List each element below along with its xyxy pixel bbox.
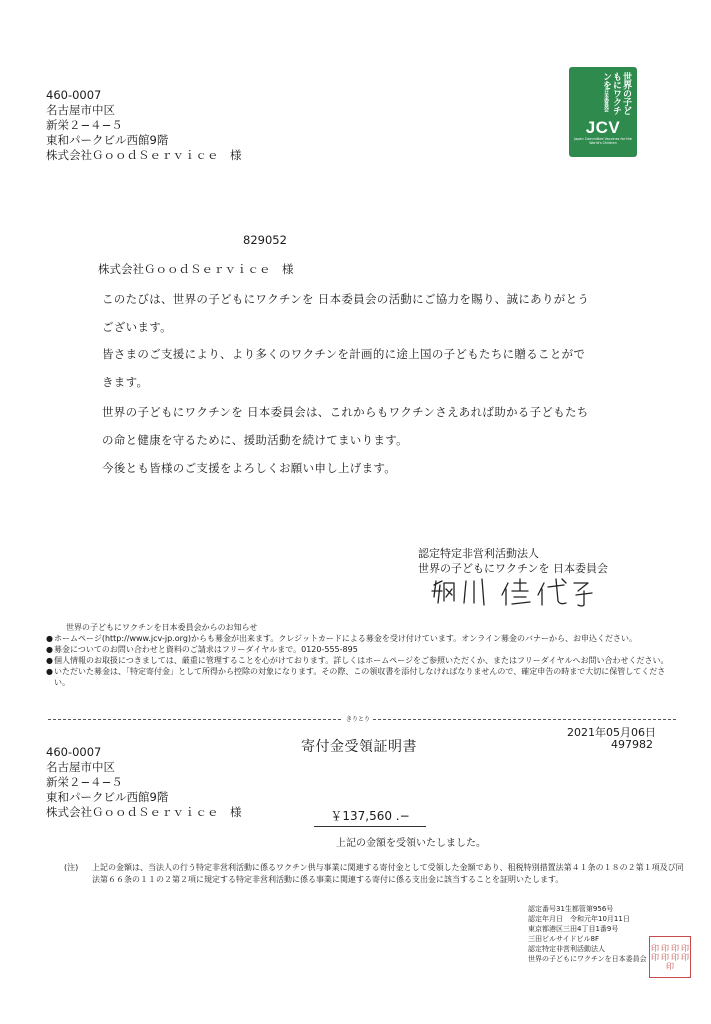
issue-date: 2021年05月06日 [567, 726, 656, 739]
letter-line: 皆さまのご支援により、より多くのワクチンを計画的に途上国の子どもたちに贈ることがで [102, 347, 586, 361]
receipt-city: 名古屋市中区 [46, 760, 115, 774]
certification-line: 三田ビルサイドビル8F [528, 935, 599, 943]
letter-line: 今後とも皆様のご支援をよろしくお願い申し上げます。 [102, 461, 397, 475]
notice-heading: 世界の子どもにワクチンを日本委員会からのお知らせ [66, 623, 258, 632]
certification-line: 東京都港区三田4丁目1番9号 [528, 925, 619, 933]
receipt-postal-code: 460-0007 [46, 745, 102, 759]
logo-brand: JCV [585, 118, 621, 137]
jcv-logo [569, 67, 637, 157]
receipt-street: 新栄２−４−５ [46, 775, 123, 789]
document-number: 829052 [243, 233, 287, 247]
recipient-city: 名古屋市中区 [46, 103, 115, 117]
recipient-address [46, 88, 242, 163]
corporate-seal-icon: 印 印 印 印 印 印 印 印 印 [649, 936, 691, 978]
organization-name: 世界の子どもにワクチンを 日本委員会 [418, 562, 608, 575]
note-label: (注) [64, 863, 79, 872]
logo-english: Japan Committee Vaccines for the World's Children [574, 137, 632, 145]
receipt-building: 東和パークビル西館9階 [46, 790, 169, 804]
recipient-building: 東和パークビル西館9階 [46, 133, 169, 147]
bullet-icon: ● [46, 634, 53, 643]
letter-line: きます。 [102, 375, 149, 389]
notice-item: ● 募金についてのお問い合わせと資料のご請求はフリーダイヤルまで。0120-555-895 [46, 645, 358, 654]
notice-item: ● 個人情報のお取扱につきましては、厳重に管理することを心がけております。詳しくはホームページをご参照いただくか、またはフリーダイヤルへお問い合わせください。 [46, 656, 669, 665]
bullet-icon: ● [46, 645, 53, 654]
receipt-title: 寄付金受領証明書 [301, 739, 417, 755]
receipt-recipient-name: 株式会社ＧｏｏｄＳｅｒｖｉｃｅ 様 [46, 805, 242, 819]
recipient-name: 株式会社ＧｏｏｄＳｅｒｖｉｃｅ 様 [46, 148, 242, 162]
recipient-postal-code: 460-0007 [46, 88, 102, 102]
certification-line: 認定番号31生都管第956号 [528, 905, 614, 913]
certification-line: 世界の子どもにワクチンを日本委員会 [528, 955, 647, 963]
cut-line-label: きりとり [343, 714, 373, 723]
receipt-address [46, 745, 242, 820]
letter-line: このたびは、世界の子どもにワクチンを 日本委員会の活動にご協力を賜り、誠にありがとう [102, 292, 590, 306]
bullet-icon: ● [46, 656, 53, 665]
note-text: 上記の金額は、当法人の行う特定非営利活動に係るワクチン供与事業に関連する寄付金として受領した金額であり、租税特別措置法第４１条の１８の２第１項及び同法第６６条の１１の２第２項に規定する特定非営利活動に係る事業に関連する寄付に係る支出金に該当することを証明いたします。 [92, 863, 684, 884]
notice-item: ● ホームページ(http://www.jcv-jp.org)からも募金が出来ます。クレジットカードによる募金を受け付けています。オンライン募金のバナーから、お申込ください。 [46, 634, 638, 643]
letter-line: ございます。 [102, 320, 172, 334]
donation-amount: ￥137,560 .− [314, 807, 426, 827]
letter-line: 世界の子どもにワクチンを 日本委員会は、これからもワクチンさえあれば助かる子どもたち [102, 405, 589, 419]
logo-tagline: 世界の子どもにワクチンを日本委員会 [601, 72, 631, 115]
letter-salutation: 株式会社ＧｏｏｄＳｅｒｖｉｃｅ 様 [98, 262, 294, 276]
recipient-street: 新栄２−４−５ [46, 118, 123, 132]
notice-item: ● いただいた募金は、「特定寄付金」として所得から控除の対象になります。その際、この領収書を添付しなければなりませんので、確定申告の時まで大切に保管してください。 [46, 667, 666, 687]
letter-line: の命と健康を守るために、援助活動を続けてまいります。 [102, 433, 408, 447]
receipt-number: 497982 [611, 738, 653, 751]
notice-section [46, 622, 676, 688]
certification-line: 認定年月日 令和元年10月11日 [528, 915, 630, 923]
bullet-icon: ● [46, 667, 53, 676]
received-statement: 上記の金額を受領いたしました。 [336, 838, 486, 849]
organization-type: 認定特定非営利活動法人 [418, 547, 539, 560]
handwritten-signature [428, 575, 598, 609]
certification-line: 認定特定非営利活動法人 [528, 945, 605, 953]
